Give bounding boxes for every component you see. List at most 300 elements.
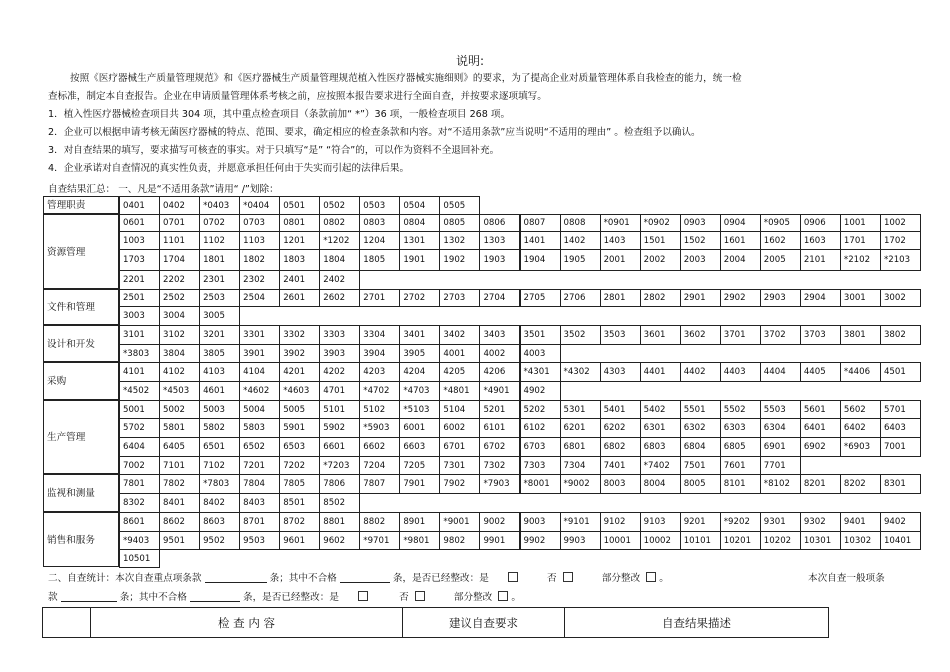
clause-cell[interactable]: 4902 <box>520 381 561 401</box>
clause-cell[interactable]: 6804 <box>680 437 721 457</box>
clause-cell[interactable]: *6903 <box>840 437 881 457</box>
clause-cell[interactable]: *5903 <box>359 418 400 438</box>
clause-cell[interactable]: 4206 <box>479 362 520 382</box>
clause-cell[interactable]: 0601 <box>119 214 160 232</box>
clause-cell[interactable]: 6601 <box>319 437 360 457</box>
clause-cell[interactable]: 4103 <box>199 362 240 382</box>
clause-cell[interactable]: 5401 <box>600 400 641 419</box>
clause-cell[interactable]: 8802 <box>359 512 400 532</box>
clause-cell[interactable]: 0802 <box>319 214 360 232</box>
clause-cell[interactable]: 2802 <box>640 289 681 307</box>
clause-cell[interactable]: 9502 <box>199 531 240 550</box>
clause-cell[interactable]: 10501 <box>119 549 160 568</box>
clause-cell[interactable]: 10002 <box>640 531 681 550</box>
clause-cell[interactable]: 0505 <box>439 196 480 215</box>
clause-cell[interactable]: *4602 <box>239 381 280 401</box>
clause-cell[interactable]: 3503 <box>600 325 641 345</box>
clause-cell[interactable]: 9302 <box>800 512 841 532</box>
clause-cell[interactable]: 1603 <box>800 231 841 250</box>
clause-cell[interactable]: *9701 <box>359 531 400 550</box>
clause-cell[interactable]: 0702 <box>199 214 240 232</box>
clause-cell[interactable]: 8101 <box>720 474 761 494</box>
clause-cell[interactable]: 0906 <box>800 214 841 232</box>
clause-cell[interactable]: 3902 <box>279 344 320 363</box>
clause-cell[interactable]: 8004 <box>640 474 681 494</box>
clause-cell[interactable]: 4403 <box>720 362 761 382</box>
clause-cell[interactable]: 3401 <box>399 325 440 345</box>
clause-cell[interactable]: *0905 <box>760 214 801 232</box>
clause-cell[interactable]: 6405 <box>159 437 200 457</box>
clause-cell[interactable]: 9402 <box>880 512 921 532</box>
clause-cell[interactable]: 9601 <box>279 531 320 550</box>
clause-cell[interactable]: 6404 <box>119 437 160 457</box>
clause-cell[interactable]: 3201 <box>199 325 240 345</box>
clause-cell[interactable]: 10201 <box>720 531 761 550</box>
clause-cell[interactable]: 2705 <box>520 289 561 307</box>
clause-cell[interactable]: 6701 <box>439 437 480 457</box>
clause-cell[interactable]: 5801 <box>159 418 200 438</box>
clause-cell[interactable]: 4402 <box>680 362 721 382</box>
clause-cell[interactable]: 2602 <box>319 289 360 307</box>
clause-cell[interactable]: 5701 <box>880 400 921 419</box>
clause-cell[interactable]: 2902 <box>720 289 761 307</box>
clause-cell[interactable]: 2005 <box>760 249 801 271</box>
clause-cell[interactable]: 8601 <box>119 512 160 532</box>
clause-cell[interactable]: 0808 <box>560 214 601 232</box>
clause-cell[interactable]: 8402 <box>199 493 240 513</box>
clause-cell[interactable]: 1102 <box>199 231 240 250</box>
clause-cell[interactable]: 3403 <box>479 325 520 345</box>
clause-cell[interactable]: 1703 <box>119 249 160 271</box>
clause-cell[interactable]: 3601 <box>640 325 681 345</box>
clause-cell[interactable]: 1905 <box>560 249 601 271</box>
clause-cell[interactable]: 0501 <box>279 196 320 215</box>
clause-cell[interactable]: 7401 <box>600 456 641 475</box>
clause-cell[interactable]: 9003 <box>520 512 561 532</box>
clause-cell[interactable]: 10401 <box>880 531 921 550</box>
clause-cell[interactable]: 8603 <box>199 512 240 532</box>
clause-cell[interactable]: 8702 <box>279 512 320 532</box>
clause-cell[interactable]: *8102 <box>760 474 801 494</box>
clause-cell[interactable]: 5201 <box>479 400 520 419</box>
clause-cell[interactable]: 6401 <box>800 418 841 438</box>
clause-cell[interactable]: *9202 <box>720 512 761 532</box>
clause-cell[interactable]: 1804 <box>319 249 360 271</box>
clause-cell[interactable]: 6801 <box>560 437 601 457</box>
stats-general-no-checkbox[interactable] <box>415 591 425 601</box>
clause-cell[interactable]: 2004 <box>720 249 761 271</box>
clause-cell[interactable]: 6501 <box>199 437 240 457</box>
clause-cell[interactable]: 8401 <box>159 493 200 513</box>
clause-cell[interactable]: 1103 <box>239 231 280 250</box>
clause-cell[interactable]: 1003 <box>119 231 160 250</box>
clause-cell[interactable]: *5103 <box>399 400 440 419</box>
clause-cell[interactable]: 7902 <box>439 474 480 494</box>
clause-cell[interactable]: 8005 <box>680 474 721 494</box>
clause-cell[interactable]: *8001 <box>520 474 561 494</box>
clause-cell[interactable]: *0901 <box>600 214 641 232</box>
clause-cell[interactable]: 7002 <box>119 456 160 475</box>
clause-cell[interactable]: 5501 <box>680 400 721 419</box>
clause-cell[interactable]: 6002 <box>439 418 480 438</box>
clause-cell[interactable]: 7807 <box>359 474 400 494</box>
clause-cell[interactable]: 5402 <box>640 400 681 419</box>
clause-cell[interactable]: 6703 <box>520 437 561 457</box>
clause-cell[interactable]: 10202 <box>760 531 801 550</box>
clause-cell[interactable]: 2003 <box>680 249 721 271</box>
clause-cell[interactable]: 6503 <box>279 437 320 457</box>
clause-cell[interactable]: 9501 <box>159 531 200 550</box>
clause-cell[interactable]: *1202 <box>319 231 360 250</box>
clause-cell[interactable]: 5902 <box>319 418 360 438</box>
stats-key-yes-checkbox[interactable] <box>508 572 518 582</box>
clause-cell[interactable]: 7501 <box>680 456 721 475</box>
clause-cell[interactable]: 9002 <box>479 512 520 532</box>
clause-cell[interactable]: *9101 <box>560 512 601 532</box>
clause-cell[interactable]: 7802 <box>159 474 200 494</box>
clause-cell[interactable]: 2901 <box>680 289 721 307</box>
clause-cell[interactable]: 1904 <box>520 249 561 271</box>
clause-cell[interactable]: *4301 <box>520 362 561 382</box>
clause-cell[interactable]: 8003 <box>600 474 641 494</box>
clause-cell[interactable]: 0803 <box>359 214 400 232</box>
clause-cell[interactable]: 4201 <box>279 362 320 382</box>
clause-cell[interactable]: 6402 <box>840 418 881 438</box>
clause-cell[interactable]: 4102 <box>159 362 200 382</box>
clause-cell[interactable]: 6602 <box>359 437 400 457</box>
clause-cell[interactable]: 10001 <box>600 531 641 550</box>
clause-cell[interactable]: 1101 <box>159 231 200 250</box>
clause-cell[interactable]: *4503 <box>159 381 200 401</box>
clause-cell[interactable]: 3701 <box>720 325 761 345</box>
clause-cell[interactable]: 1701 <box>840 231 881 250</box>
clause-cell[interactable]: 3805 <box>199 344 240 363</box>
clause-cell[interactable]: 1802 <box>239 249 280 271</box>
clause-cell[interactable]: 5602 <box>840 400 881 419</box>
clause-cell[interactable]: 4104 <box>239 362 280 382</box>
clause-cell[interactable]: 0503 <box>359 196 400 215</box>
clause-cell[interactable]: 7201 <box>239 456 280 475</box>
clause-cell[interactable]: 7205 <box>399 456 440 475</box>
clause-cell[interactable]: 3804 <box>159 344 200 363</box>
clause-cell[interactable]: 5102 <box>359 400 400 419</box>
clause-cell[interactable]: 6802 <box>600 437 641 457</box>
clause-cell[interactable]: 4501 <box>880 362 921 382</box>
clause-cell[interactable]: 5001 <box>119 400 160 419</box>
clause-cell[interactable]: 6301 <box>640 418 681 438</box>
clause-cell[interactable]: 8201 <box>800 474 841 494</box>
clause-cell[interactable]: 7001 <box>880 437 921 457</box>
clause-cell[interactable]: 3702 <box>760 325 801 345</box>
clause-cell[interactable]: 1803 <box>279 249 320 271</box>
clause-cell[interactable]: 0401 <box>119 196 160 215</box>
clause-cell[interactable]: 5601 <box>800 400 841 419</box>
clause-cell[interactable]: 2706 <box>560 289 601 307</box>
clause-cell[interactable]: 1403 <box>600 231 641 250</box>
clause-cell[interactable]: 5104 <box>439 400 480 419</box>
clause-cell[interactable]: 6304 <box>760 418 801 438</box>
clause-cell[interactable]: 10101 <box>680 531 721 550</box>
clause-cell[interactable]: 6001 <box>399 418 440 438</box>
clause-cell[interactable]: 7204 <box>359 456 400 475</box>
clause-cell[interactable]: 9902 <box>520 531 561 550</box>
clause-cell[interactable]: 7102 <box>199 456 240 475</box>
clause-cell[interactable]: 0807 <box>520 214 561 232</box>
clause-cell[interactable]: 2704 <box>479 289 520 307</box>
clause-cell[interactable]: 2202 <box>159 270 200 290</box>
clause-cell[interactable]: 3905 <box>399 344 440 363</box>
clause-cell[interactable]: 3303 <box>319 325 360 345</box>
clause-cell[interactable]: 3304 <box>359 325 400 345</box>
clause-cell[interactable]: 2601 <box>279 289 320 307</box>
clause-cell[interactable]: 2101 <box>800 249 841 271</box>
clause-cell[interactable]: *9403 <box>119 531 160 550</box>
clause-cell[interactable]: 5702 <box>119 418 160 438</box>
clause-cell[interactable]: *2102 <box>840 249 881 271</box>
clause-cell[interactable]: 3005 <box>199 306 240 326</box>
clause-cell[interactable]: 10301 <box>800 531 841 550</box>
clause-cell[interactable]: 2402 <box>319 270 360 290</box>
clause-cell[interactable]: 6603 <box>399 437 440 457</box>
clause-cell[interactable]: 1402 <box>560 231 601 250</box>
clause-cell[interactable]: 8801 <box>319 512 360 532</box>
clause-cell[interactable]: 9401 <box>840 512 881 532</box>
clause-cell[interactable]: 6201 <box>560 418 601 438</box>
clause-cell[interactable]: 3003 <box>119 306 160 326</box>
clause-cell[interactable]: 1204 <box>359 231 400 250</box>
clause-cell[interactable]: 0806 <box>479 214 520 232</box>
clause-cell[interactable]: 7804 <box>239 474 280 494</box>
stats-key-no-checkbox[interactable] <box>563 572 573 582</box>
clause-cell[interactable]: 1902 <box>439 249 480 271</box>
clause-cell[interactable]: 4202 <box>319 362 360 382</box>
clause-cell[interactable]: 8901 <box>399 512 440 532</box>
clause-cell[interactable]: 9102 <box>600 512 641 532</box>
clause-cell[interactable]: 5002 <box>159 400 200 419</box>
clause-cell[interactable]: 1805 <box>359 249 400 271</box>
clause-cell[interactable]: 2503 <box>199 289 240 307</box>
clause-cell[interactable]: 8403 <box>239 493 280 513</box>
clause-cell[interactable]: 1401 <box>520 231 561 250</box>
stats-key-fail-field[interactable] <box>340 571 390 583</box>
clause-cell[interactable]: *7903 <box>479 474 520 494</box>
clause-cell[interactable]: 1302 <box>439 231 480 250</box>
clause-cell[interactable]: 4405 <box>800 362 841 382</box>
clause-cell[interactable]: 3903 <box>319 344 360 363</box>
clause-cell[interactable]: *2103 <box>880 249 921 271</box>
clause-cell[interactable]: 7202 <box>279 456 320 475</box>
clause-cell[interactable]: 2701 <box>359 289 400 307</box>
clause-cell[interactable]: *7402 <box>640 456 681 475</box>
clause-cell[interactable]: 7901 <box>399 474 440 494</box>
clause-cell[interactable]: 3904 <box>359 344 400 363</box>
clause-cell[interactable]: *0403 <box>199 196 240 215</box>
clause-cell[interactable]: 1602 <box>760 231 801 250</box>
clause-cell[interactable]: 4404 <box>760 362 801 382</box>
clause-cell[interactable]: 8301 <box>880 474 921 494</box>
clause-cell[interactable]: 4601 <box>199 381 240 401</box>
clause-cell[interactable]: 5503 <box>760 400 801 419</box>
clause-cell[interactable]: 3301 <box>239 325 280 345</box>
clause-cell[interactable]: 6901 <box>760 437 801 457</box>
clause-cell[interactable]: 9903 <box>560 531 601 550</box>
clause-cell[interactable]: 6101 <box>479 418 520 438</box>
clause-cell[interactable]: 7806 <box>319 474 360 494</box>
clause-cell[interactable]: 3901 <box>239 344 280 363</box>
clause-cell[interactable]: 1903 <box>479 249 520 271</box>
clause-cell[interactable]: 1002 <box>880 214 921 232</box>
clause-cell[interactable]: 2201 <box>119 270 160 290</box>
clause-cell[interactable]: 0504 <box>399 196 440 215</box>
clause-cell[interactable]: *9001 <box>439 512 480 532</box>
clause-cell[interactable]: 8202 <box>840 474 881 494</box>
clause-cell[interactable]: 1201 <box>279 231 320 250</box>
clause-cell[interactable]: 3102 <box>159 325 200 345</box>
clause-cell[interactable]: 5803 <box>239 418 280 438</box>
clause-cell[interactable]: 8501 <box>279 493 320 513</box>
clause-cell[interactable]: *7203 <box>319 456 360 475</box>
clause-cell[interactable]: 8602 <box>159 512 200 532</box>
clause-cell[interactable]: 3302 <box>279 325 320 345</box>
clause-cell[interactable]: 6202 <box>600 418 641 438</box>
clause-cell[interactable]: 9301 <box>760 512 801 532</box>
clause-cell[interactable]: 1501 <box>640 231 681 250</box>
clause-cell[interactable]: 3502 <box>560 325 601 345</box>
clause-cell[interactable]: 1301 <box>399 231 440 250</box>
clause-cell[interactable]: *4702 <box>359 381 400 401</box>
clause-cell[interactable]: 4303 <box>600 362 641 382</box>
clause-cell[interactable]: 9802 <box>439 531 480 550</box>
stats-general-fail-field[interactable] <box>190 590 240 602</box>
clause-cell[interactable]: *7803 <box>199 474 240 494</box>
clause-cell[interactable]: 0402 <box>159 196 200 215</box>
clause-cell[interactable]: 1303 <box>479 231 520 250</box>
clause-cell[interactable]: 0703 <box>239 214 280 232</box>
clause-cell[interactable]: 7801 <box>119 474 160 494</box>
clause-cell[interactable]: 5202 <box>520 400 561 419</box>
clause-cell[interactable]: 1601 <box>720 231 761 250</box>
clause-cell[interactable]: *4703 <box>399 381 440 401</box>
clause-cell[interactable]: 0701 <box>159 214 200 232</box>
clause-cell[interactable]: 3501 <box>520 325 561 345</box>
clause-cell[interactable]: 5901 <box>279 418 320 438</box>
clause-cell[interactable]: 5101 <box>319 400 360 419</box>
clause-cell[interactable]: 8302 <box>119 493 160 513</box>
clause-cell[interactable]: 7304 <box>560 456 601 475</box>
clause-cell[interactable]: *4801 <box>439 381 480 401</box>
clause-cell[interactable]: 9602 <box>319 531 360 550</box>
clause-cell[interactable]: 3602 <box>680 325 721 345</box>
clause-cell[interactable]: 7303 <box>520 456 561 475</box>
clause-cell[interactable]: *0404 <box>239 196 280 215</box>
clause-cell[interactable]: *4502 <box>119 381 160 401</box>
clause-cell[interactable]: 3001 <box>840 289 881 307</box>
clause-cell[interactable]: 2501 <box>119 289 160 307</box>
clause-cell[interactable]: 3402 <box>439 325 480 345</box>
clause-cell[interactable]: 1001 <box>840 214 881 232</box>
clause-cell[interactable]: 6303 <box>720 418 761 438</box>
clause-cell[interactable]: 5003 <box>199 400 240 419</box>
clause-cell[interactable]: 3101 <box>119 325 160 345</box>
clause-cell[interactable]: 0801 <box>279 214 320 232</box>
clause-cell[interactable]: 7701 <box>760 456 801 475</box>
clause-cell[interactable]: 0805 <box>439 214 480 232</box>
clause-cell[interactable]: 6403 <box>880 418 921 438</box>
clause-cell[interactable]: 4701 <box>319 381 360 401</box>
clause-cell[interactable]: 6902 <box>800 437 841 457</box>
clause-cell[interactable]: 4204 <box>399 362 440 382</box>
clause-cell[interactable]: 0904 <box>720 214 761 232</box>
clause-cell[interactable]: 4203 <box>359 362 400 382</box>
clause-cell[interactable]: 2904 <box>800 289 841 307</box>
clause-cell[interactable]: 6502 <box>239 437 280 457</box>
clause-cell[interactable]: 2401 <box>279 270 320 290</box>
stats-general-partial-checkbox[interactable] <box>498 591 508 601</box>
clause-cell[interactable]: 1704 <box>159 249 200 271</box>
stats-general-count-field[interactable] <box>61 590 117 602</box>
clause-cell[interactable]: 1702 <box>880 231 921 250</box>
clause-cell[interactable]: 3802 <box>880 325 921 345</box>
clause-cell[interactable]: 6702 <box>479 437 520 457</box>
clause-cell[interactable]: 2301 <box>199 270 240 290</box>
clause-cell[interactable]: 7101 <box>159 456 200 475</box>
clause-cell[interactable]: 7601 <box>720 456 761 475</box>
clause-cell[interactable]: 7302 <box>479 456 520 475</box>
stats-key-count-field[interactable] <box>205 571 267 583</box>
clause-cell[interactable]: 0804 <box>399 214 440 232</box>
clause-cell[interactable]: 6805 <box>720 437 761 457</box>
clause-cell[interactable]: *4302 <box>560 362 601 382</box>
clause-cell[interactable]: 9201 <box>680 512 721 532</box>
clause-cell[interactable]: 0502 <box>319 196 360 215</box>
clause-cell[interactable]: 6302 <box>680 418 721 438</box>
clause-cell[interactable]: 9503 <box>239 531 280 550</box>
clause-cell[interactable]: 10302 <box>840 531 881 550</box>
clause-cell[interactable]: 5301 <box>560 400 601 419</box>
clause-cell[interactable]: *9002 <box>560 474 601 494</box>
clause-cell[interactable]: 2302 <box>239 270 280 290</box>
clause-cell[interactable]: *4901 <box>479 381 520 401</box>
clause-cell[interactable]: 5004 <box>239 400 280 419</box>
clause-cell[interactable]: 4401 <box>640 362 681 382</box>
clause-cell[interactable]: 4003 <box>520 344 561 363</box>
clause-cell[interactable]: 5502 <box>720 400 761 419</box>
clause-cell[interactable]: 4002 <box>479 344 520 363</box>
clause-cell[interactable]: 2801 <box>600 289 641 307</box>
clause-cell[interactable]: 2702 <box>399 289 440 307</box>
clause-cell[interactable]: 2504 <box>239 289 280 307</box>
clause-cell[interactable]: *4406 <box>840 362 881 382</box>
clause-cell[interactable]: 8701 <box>239 512 280 532</box>
clause-cell[interactable]: 9901 <box>479 531 520 550</box>
clause-cell[interactable]: 1801 <box>199 249 240 271</box>
clause-cell[interactable]: 4001 <box>439 344 480 363</box>
clause-cell[interactable]: *9801 <box>399 531 440 550</box>
stats-key-partial-checkbox[interactable] <box>646 572 656 582</box>
clause-cell[interactable]: *0902 <box>640 214 681 232</box>
clause-cell[interactable]: 0903 <box>680 214 721 232</box>
clause-cell[interactable]: 1502 <box>680 231 721 250</box>
clause-cell[interactable]: *4603 <box>279 381 320 401</box>
clause-cell[interactable]: 2502 <box>159 289 200 307</box>
clause-cell[interactable]: 6102 <box>520 418 561 438</box>
clause-cell[interactable]: 6803 <box>640 437 681 457</box>
clause-cell[interactable]: 2703 <box>439 289 480 307</box>
clause-cell[interactable]: 2002 <box>640 249 681 271</box>
clause-cell[interactable]: 7301 <box>439 456 480 475</box>
clause-cell[interactable]: 3801 <box>840 325 881 345</box>
clause-cell[interactable]: 5005 <box>279 400 320 419</box>
